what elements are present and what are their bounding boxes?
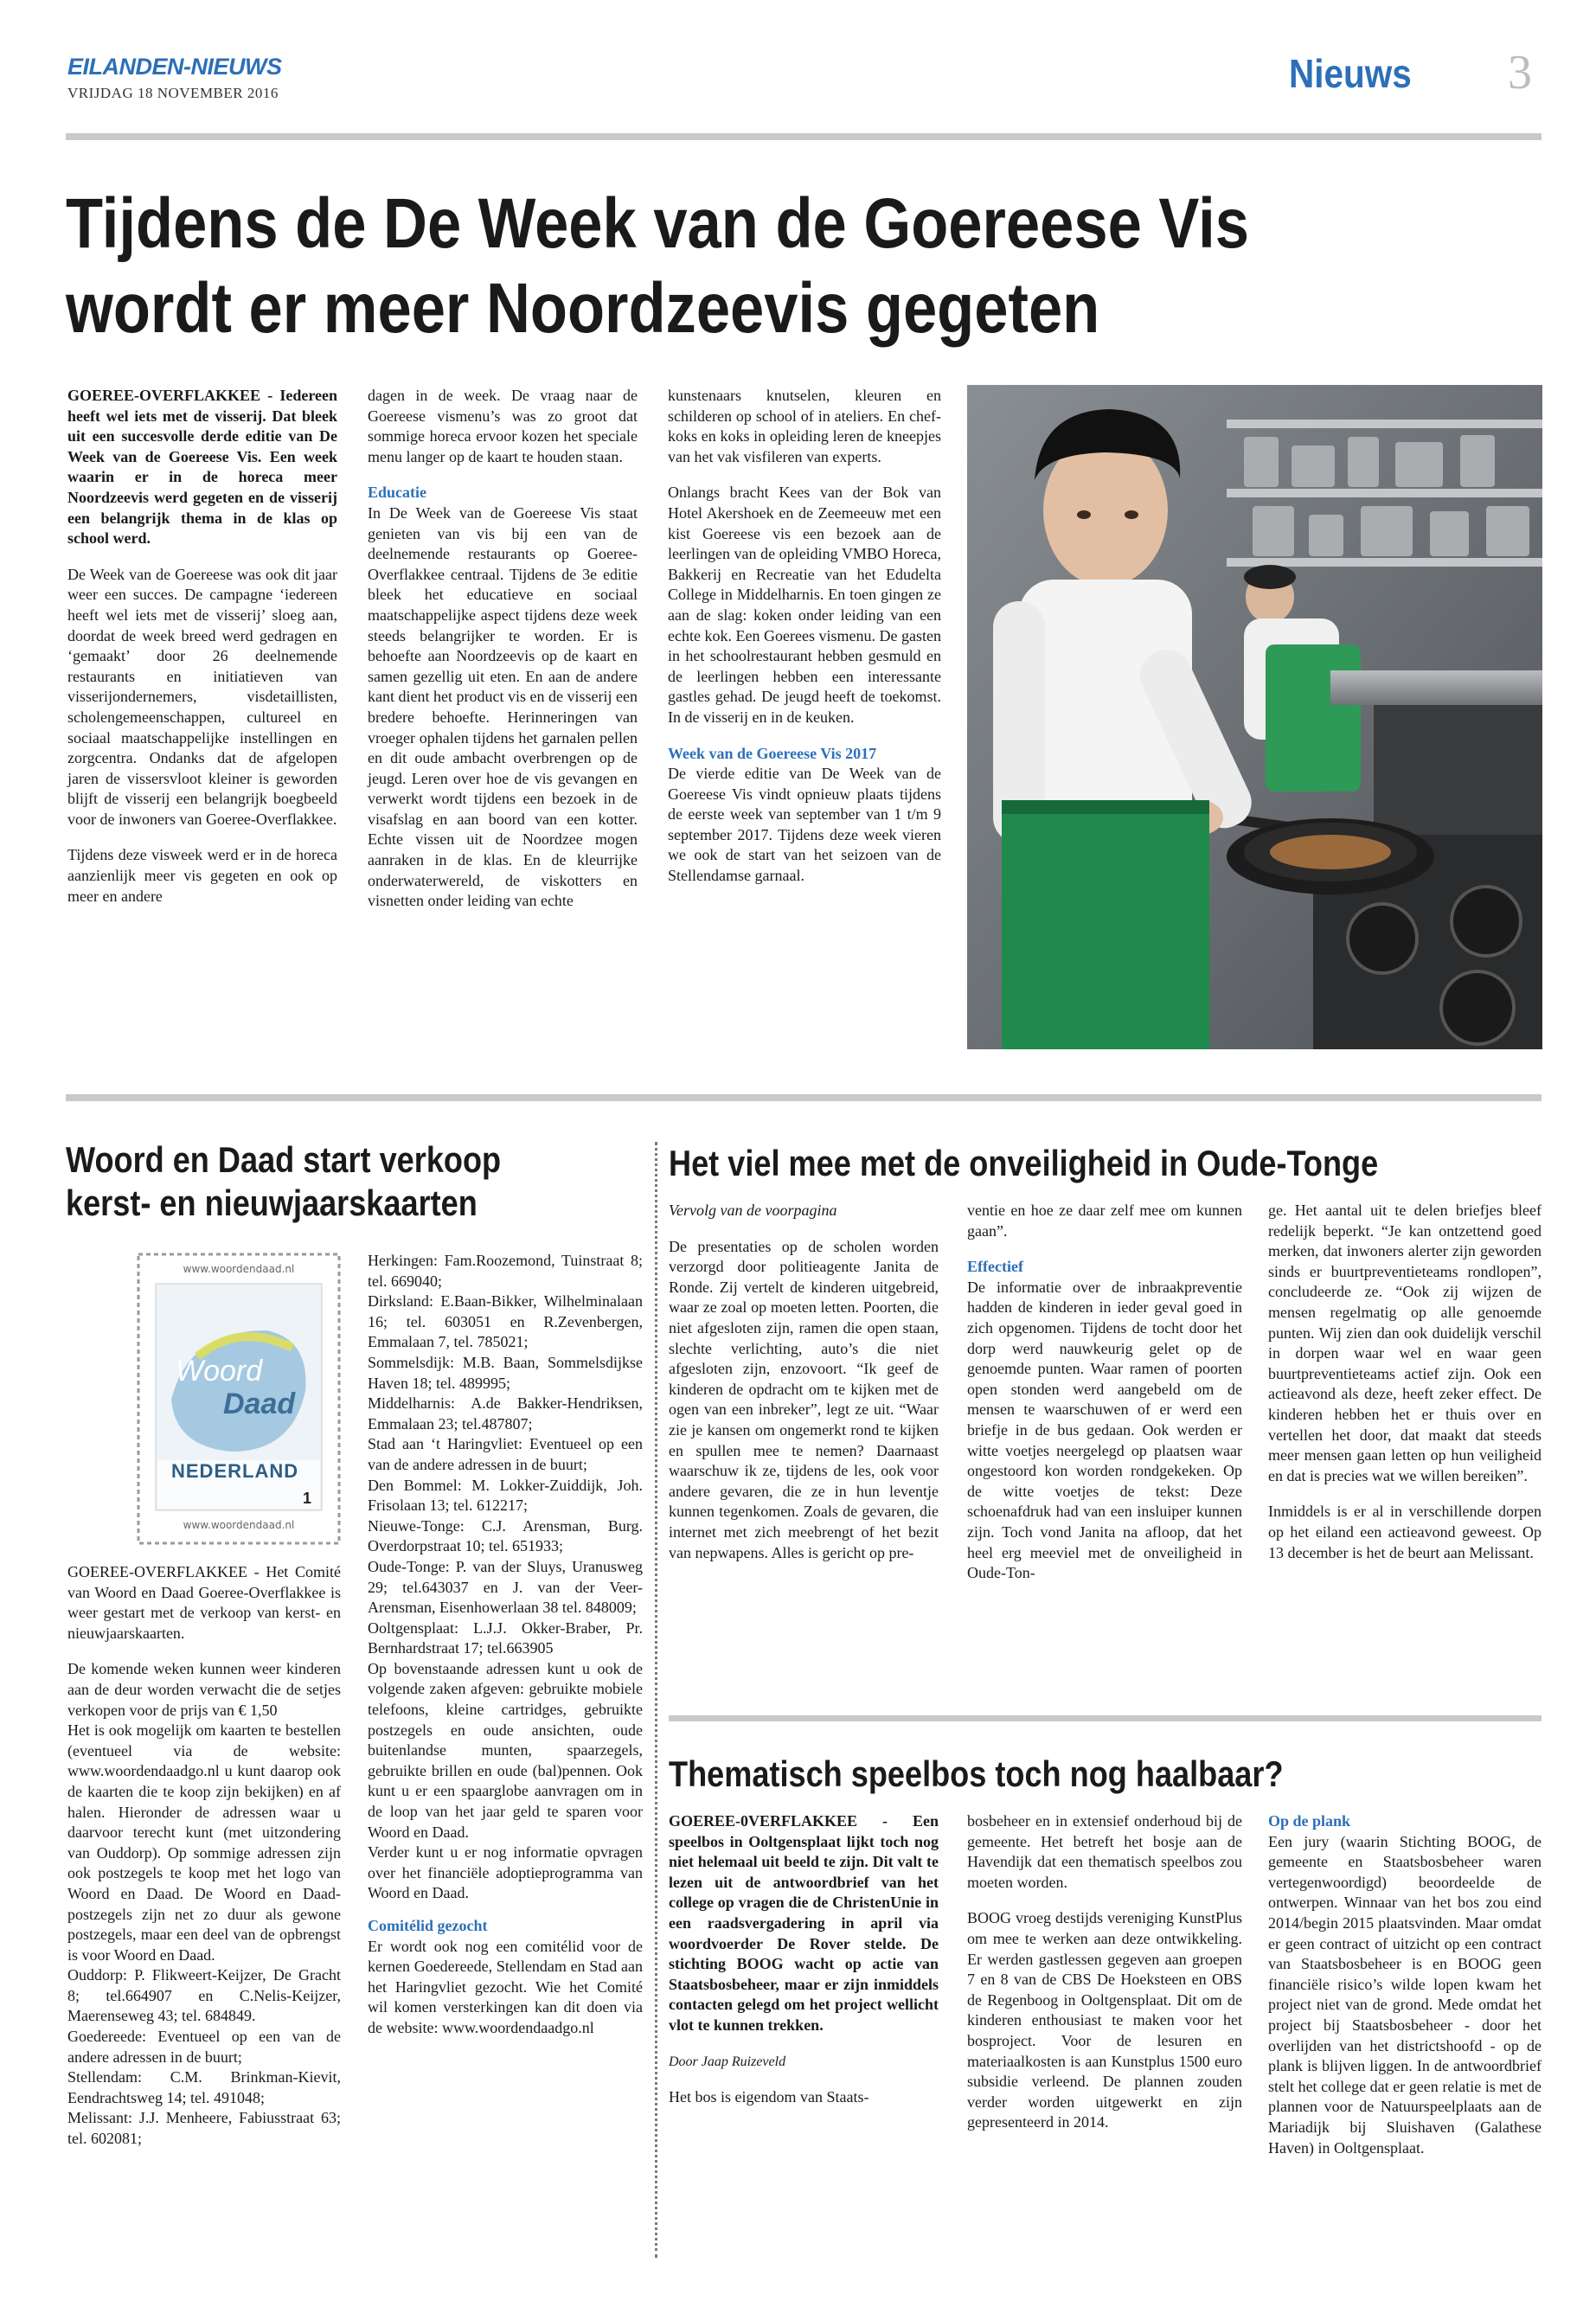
main-headline [66,182,1330,351]
article1-paragraph: Tijdens deze visweek werd er in de horeca aanzienlijk meer vis gegeten en ook op meer en andere [67,846,337,905]
article1-subheading-2017: Week van de Goereese Vis 2017 [668,744,877,762]
article2-paragraph: Er wordt ook nog een comitélid voor de kernen Goedereede, Stellendam en Stad aan het Haringvliet gezocht. Wie het Comité wil komen versterkingen kan dit doen via de website: www.woordendaadgo.nl [368,1937,643,2036]
article3-paragraph: ge. Het aantal uit te delen briefjes bleef redelijk beperkt. “Je kan ontzettend goed merken, dat inwoners alerter zijn geworden sinds er buurtpreventieteams rondlopen”, concludeerde ze. “Ook zij wijzen de mensen regelmatig op alle genoemde punten. Wij zien dan ook duidelijk verschil in dorpen waar wel en waar geen buurtpreventieteams actief zijn. Ook een actieavond als deze, heeft zeker effect. De kinderen hebben het er thuis over en vertellen het door, dat maakt dat steeds meer mensen gaan letten op hun veiligheid en dat is precies wat we willen bereiken”. [1268,1202,1542,1484]
stamp-logo-word1: Woord [176,1355,263,1388]
chef-photo [967,385,1542,1049]
stamp-url-top: www.woordendaad.nl [183,1263,295,1275]
article3-subheading: Effectief [967,1258,1023,1276]
article2-headline [66,1138,501,1225]
article2-column-1 [67,1562,341,2165]
article2-headline-line-1: Woord en Daad start verkoop [66,1139,502,1180]
article4-column-2 [967,1811,1242,2149]
article4-column-3 [1268,1811,1542,2174]
article3-paragraph: De presentaties op de scholen worden verzorgd door politieagente Janita de Ronde. Zij vertelt de kinderen uitgebreid, waar ze zoal op moeten letten. Poorten, die niet afgesloten zijn, ramen die open staan, slechte verlichting, auto’s die niet afgesloten zijn, enzovoort. “Ik geef de kinderen de opdracht om te kijken met de ogen van een inbreker”, legt ze uit. “Waar zie je kansen om ongemerkt rond te kijken en spullen mee te nemen? Daarnaast waarschuw ik ze, tijdens de les, ook voor andere gevaren, die ze in hun leventje kunnen tegenkomen. Zoals de gevaren, die internet met zich meebrengt of het bezit van nepwapens. Alles is gericht op pre- [669,1237,939,1561]
article1-paragraph: De Week van de Goereese was ook dit jaar weer een succes. De campagne ‘iedereen heeft wel iets met de visserij’ sloeg aan, doordat de week breed werd gedragen en ‘gemaakt’ door 26 deelnemende restaurants en initiatieven van visserijondernemers, visdetaillisten, scholengemeenschappen, cultureel en sociaal maatschappelijke instellingen en zorgcentra. Ondanks dat de afgelopen jaren de vissersvloot kleiner is geworden blijft de visserij een belangrijk boegbeeld voor de inwoners van Goeree-Overflakkee. [67,565,337,828]
article1-paragraph: kunstenaars knutselen, kleuren en schilderen op school of in ateliers. En chef-koks en koks in opleiding leren de kneepjes van het vak visfileren van experts. [668,387,941,465]
section-title: Nieuws [1289,51,1412,96]
headline-line-1: Tijdens de De Week van de Goereese Vis [66,184,1249,263]
article3-headline: Het viel mee met de onveiligheid in Oude-Tonge [669,1143,1379,1183]
stamp-url-bottom: www.woordendaad.nl [183,1519,295,1531]
article3-paragraph: Inmiddels is er al in verschillende dorpen op het eiland een actieavond geweest. Op 13 december is het de beurt aan Melissant. [1268,1503,1542,1561]
article3-paragraph: ventie en hoe ze daar zelf mee om kunnen gaan”. [967,1202,1242,1240]
stamp-logo-word2: Daad [223,1388,296,1420]
article4-paragraph: bosbeheer en in extensief onderhoud bij de gemeente. Het betreft het bosje aan de Havendijk dat een thematisch speelbos zou moeten worden. [967,1812,1242,1891]
woord-en-daad-stamp [137,1253,341,1545]
section-rule [66,1094,1542,1101]
article1-paragraph: In De Week van de Goereese Vis staat genieten van vis bij een van de deelnemende restaurants op Goeree-Overflakkee centraal. Tijdens de 3e editie bleek het educatieve en sociaal maatschappelijke aspect tijdens deze week steeds belangrijker te worden. Er is behoefte aan Noordzeevis op de kaart en samen gezellig uit eten. En aan de andere kant dient het product vis en de visserij een bredere behoefte. Herinneringen van vroeger ophalen tijdens het garnalen pellen en dit oude ambacht overbrengen op de jeugd. Leren over hoe de vis gevangen en verwerkt wordt tijdens een bezoek in de visafslag en aan boord van een kotter. Echte vissen uit de Noordzee mogen aanraken in de klas. En de kleurrijke onderwaterwereld, de viskotters en visnetten onder leiding van echte [368,503,638,910]
article1-paragraph: De vierde editie van De Week van de Goereese Vis vindt opnieuw plaats tijdens de eerste week van september van 1 t/m 9 september 2017. Tijdens deze week vieren we ook de start van het seizoen van de Stellendamse garnaal. [668,765,941,885]
article1-column-2 [368,386,638,927]
header-rule [66,133,1542,140]
article2-subheading: Comitélid gezocht [368,1917,488,1934]
article1-paragraph: Onlangs bracht Kees van der Bok van Hotel Akershoek en de Zeemeeuw met een kist Goereese vis een bezoek aan de leerlingen van de opleiding VMBO Horeca, Bakkerij en Recreatie van het Edudelta College in Middelharnis. En toen gingen ze aan de slag: koken onder leiding van een echte kok. Een Goerees vismenu. De gasten in het schoolrestaurant hebben gesmuld en de leerlingen hebben een interessante gastles gehad. De jeugd heeft de toekomst. In de visserij en in de keuken. [668,484,941,726]
article1-column-1 [67,386,337,922]
article4-column-1 [669,1811,939,2124]
article4-paragraph: Een jury (waarin Stichting BOOG, de gemeente en Staatsbosbeheer waren vertegenwoordigd) beoordeelde de ontwerpen. Winnaar van het bos zou eind 2014/begin 2015 plaatsvinden. Maar omdat er geen contract of uitzicht op een contract van Staatsbosbeheer is en BOOG geen financiële risico’s wilde lopen kwam het project niet van de grond. Mede omdat het project bij Staatsbosbeheer - door het overlijden van het districtshoofd - op de plank is blijven liggen. In de antwoordbrief stelt het college dat er geen relatie is met de plannen voor de Natuurspeelplaats aan de Mariadijk bij Sluishaven (Galathese Haven) in Ooltgensplaat. [1268,1832,1542,2157]
article3-column-3 [1268,1201,1542,1579]
article3-column-1 [669,1201,939,1579]
article1-lead: GOEREE-OVERFLAKKEE - Iedereen heeft wel iets met de visserij. Dat bleek uit een succesvolle derde editie van De Week van de Goereese Vis. Een week waarin er in de horeca meer Noordzeevis werd gegeten en de visserij een belangrijk thema in de klas op school werd. [67,387,337,548]
article4-byline: Door Jaap Ruizeveld [669,2054,786,2069]
article3-paragraph: De informatie over de inbraakpreventie hadden de kinderen in ieder geval goed in zich opgenomen. Tijdens de tocht door het dorp werd nauwkeurig gelet op de genoemde punten. Waar ramen of poorten open stonden werd aangebeld om de mensen te waarschuwen of er werd een briefje in de bus gedaan. Ook werden er witte voetjes neergelegd op plaatsen waar ongestoord kon worden rondgekeken. Op de witte voetjes de tekst: Deze schoenafdruk had van een insluiper kunnen zijn. Toch vond Janita na afloop, dat het heel erg meeviel met de onveiligheid in Oude-Ton- [967,1278,1242,1582]
article2-headline-line-2: kerst- en nieuwjaarskaarten [66,1183,478,1223]
issue-date: VRIJDAG 18 NOVEMBER 2016 [67,85,279,101]
column-separator [655,1142,657,2258]
article4-rule [669,1715,1542,1721]
headline-line-2: wordt er meer Noordzeevis gegeten [66,269,1100,348]
stamp-country: NEDERLAND [171,1460,299,1482]
article2-lead: GOEREE-OVERFLAKKEE - Het Comité van Woord en Daad Goeree-Overflakkee is weer gestart met de verkoop van kerst- en nieuwjaarskaarten. [67,1563,341,1642]
article4-paragraph: Het bos is eigendom van Staats- [669,2088,869,2106]
article2-column-2 [368,1251,643,2054]
newspaper-logo: EILANDEN-NIEUWS [67,54,282,80]
article4-subheading: Op de plank [1268,1812,1351,1830]
article3-column-2 [967,1201,1242,1599]
article1-subheading-educatie: Educatie [368,484,427,502]
article4-paragraph: BOOG vroeg destijds vereniging KunstPlus om mee te werken aan deze ontwikkeling. Er werden gastlessen gegeven aan groepen 7 en 8 van de CBS De Hoeksteen en OBS de Regenboog in Ooltgensplaat. Dit om de kinderen enthousiast te maken voor het bosproject. Voor de lesuren en materiaalkosten is aan Kunstplus 1500 euro subsidie verleend. De plannen zouden verder worden uitgewerkt en zijn gepresenteerd in 2014. [967,1909,1242,2131]
article4-lead: GOEREE-0VERFLAKKEE - Een speelbos in Ooltgensplaat lijkt toch nog niet helemaal uit beeld te zijn. Dit valt te lezen uit de antwoordbrief van het college op vragen die de ChristenUnie in een raadsvergadering in april via woordvoerder De Rover stelde. De stichting BOOG wacht op actie van Staatsbosbeheer, maar er zijn inmiddels contacten gelegd om het project wellicht vlot te kunnen trekken. [669,1812,939,2034]
article3-kicker: Vervolg van de voorpagina [669,1202,837,1219]
page-number: 3 [1508,46,1532,99]
article1-column-3 [668,386,941,902]
stamp-value: 1 [303,1490,312,1507]
article2-addresses-1: De komende weken kunnen weer kinderen aan de deur worden verwacht die de setjes verkopen voor de prijs van € 1,50 Het is ook mogelijk om kaarten te bestellen (eventueel via de website: www.woordendaadgo.nl u kunt daarop ook de kaarten die te koop zijn bekijken) en af halen. Hieronder de adressen waar u daarvoor terecht kunt (met uitzondering van Ouddorp). Op sommige adressen zijn ook postzegels te koop met het logo van Woord en Daad. De Woord en Daad-postzegels zijn net zo duur als gewone postzegels, maar een deel van de opbrengst is voor Woord en Daad. Ouddorp: P. Flikweert-Keijzer, De Gracht 8; tel.664907 en C.Nelis-Keijzer, Maerenseweg 43; tel. 684849. Goedereede: Eventueel op een van de andere adressen in de buurt; Stellendam: C.M. Brinkman-Kievit, Eendrachtsweg 14; tel. 491048; Melissant: J.J. Menheere, Fabiusstraat 63; tel. 602081; [67,1660,341,2148]
article4-headline: Thematisch speelbos toch nog haalbaar? [669,1753,1284,1794]
article1-paragraph: dagen in de week. De vraag naar de Goereese vismenu’s was zo groot dat sommige horeca ervoor kozen het speciale menu langer op de kaart te houden staan. [368,387,638,465]
article2-addresses-2: Herkingen: Fam.Roozemond, Tuinstraat 8; tel. 669040; Dirksland: E.Baan-Bikker, Wilhelminalaan 16; tel. 603051 en R.Zevenbergen, Emmalaan 7, tel. 785021; Sommelsdijk: M.B. Baan, Sommelsdijkse Haven 18; tel. 489995; Middelharnis: A.de Bakker-Hendriksen, Emmalaan 23; tel.487807; Stad aan ‘t Haringvliet: Eventueel op een van de andere adressen in de buurt; Den Bommel: M. Lokker-Zuiddijk, Joh. Frisolaan 13; tel. 612217; Nieuwe-Tonge: C.J. Arensman, Burg. Overdorpstraat 10; tel. 651933; Oude-Tonge: P. van der Sluys, Uranusweg 29; tel.643037 en J. van der Veer-Arensman, Eisenhowerlaan 38 tel. 848009; Ooltgensplaat: L.J.J. Okker-Braber, Pr. Bernhardstraat 17; tel.663905 Op bovenstaande adressen kunt u ook de volgende zaken afgeven: gebruikte mobiele telefoons, kleine cartridges, gebruikte postzegels en oude ansichten, oude buitenlandse munten, spaarzegels, gebruikte brillen en oude (bal)pennen. Ook kunt u er een spaarglobe aanvragen om in de loop van het jaar geld te sparen voor Woord en Daad. Verder kunt u er nog informatie opvragen over het financiële adoptieprogramma van Woord en Daad. [368,1252,643,1902]
